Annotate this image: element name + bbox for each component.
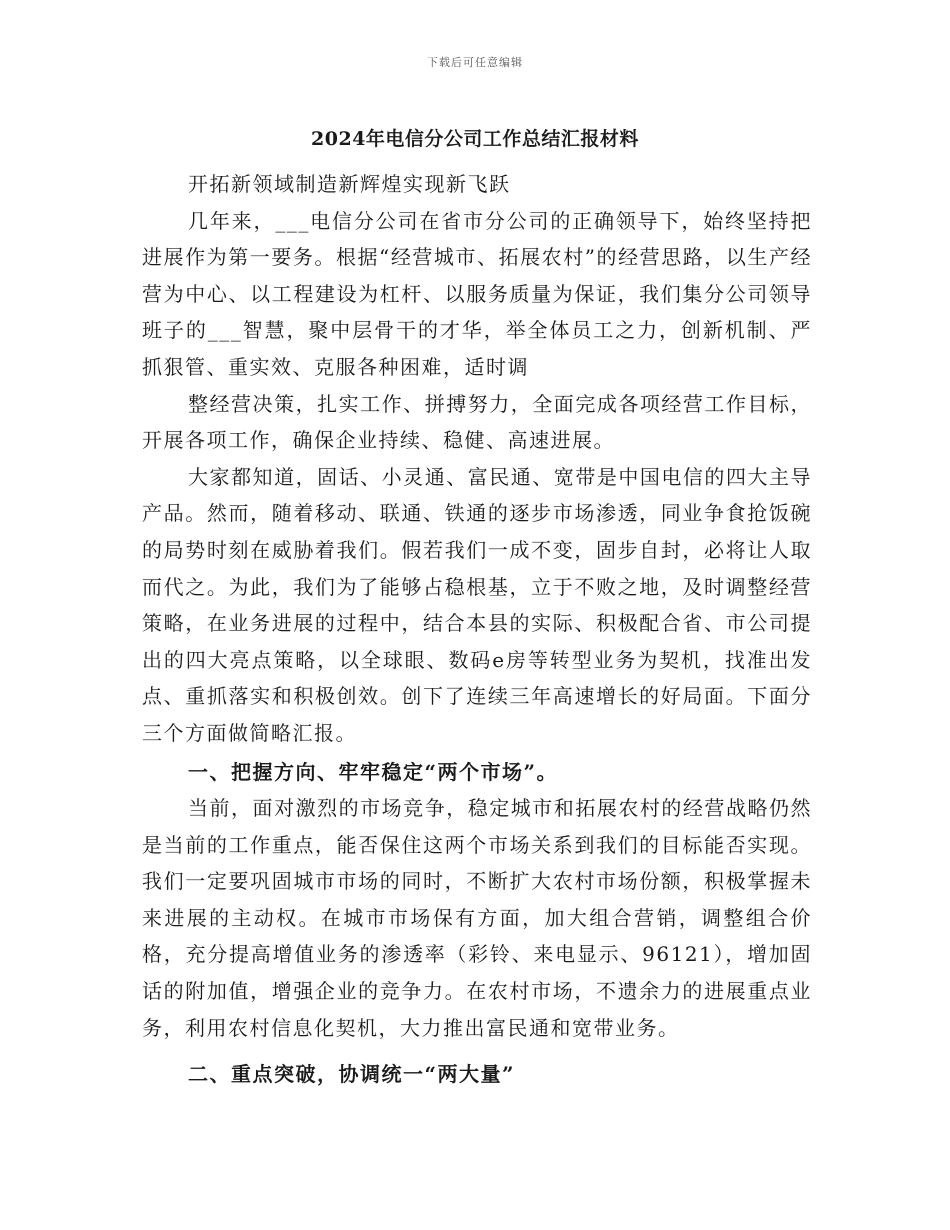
body-paragraph: 整经营决策，扎实工作、拼搏努力，全面完成各项经营工作目标，开展各项工作，确保企业持续、稳健、高速进展。 [142,391,812,453]
document-body [142,166,812,1093]
section-heading: 一、把握方向、牢牢稳定“两个市场”。 [188,759,559,784]
body-paragraph: 大家都知道，固话、小灵通、富民通、宽带是中国电信的四大主导产品。然而，随着移动、联通、铁通的逐步市场渗透，同业争食抢饭碗的局势时刻在威胁着我们。假若我们一成不变，固步自封，必将让人取而代之。为此，我们为了能够占稳根基，立于不败之地，及时调整经营策略，在业务进展的过程中，结合本县的实际、积极配合省、市公司提出的四大亮点策略，以全球眼、数码e房等转型业务为契机，找准出发点、重抓落实和积极创效。创下了连续三年高速增长的好局面。下面分三个方面做简略汇报。 [142,464,812,745]
section-heading: 二、重点突破，协调统一“两大量” [188,1062,516,1087]
page-header-note: 下载后可任意编辑 [427,56,523,69]
subtitle-paragraph: 开拓新领域制造新辉煌实现新飞跃 [188,172,511,196]
document-title: 2024年电信分公司工作总结汇报材料 [311,128,639,150]
body-paragraph: 当前，面对激烈的市场竞争，稳定城市和拓展农村的经营战略仍然是当前的工作重点，能否保住这两个市场关系到我们的目标能否实现。我们一定要巩固城市市场的同时，不断扩大农村市场份额，积极掌握未来进展的主动权。在城市市场保有方面，加大组合营销，调整组合价格，充分提高增值业务的渗透率（彩铃、来电显示、96121），增加固话的附加值，增强企业的竞争力。在农村市场，不遗余力的进展重点业务，利用农村信息化契机，大力推出富民通和宽带业务。 [142,796,812,1040]
body-paragraph: 几年来，___电信分公司在省市分公司的正确领导下，始终坚持把进展作为第一要务。根据“经营城市、拓展农村”的经营思路，以生产经营为中心、以工程建设为杠杆、以服务质量为保证，我们集分公司领导班子的___智慧，聚中层骨干的才华，举全体员工之力，创新机制、严抓狠管、重实效、克服各种困难，适时调 [142,208,812,379]
